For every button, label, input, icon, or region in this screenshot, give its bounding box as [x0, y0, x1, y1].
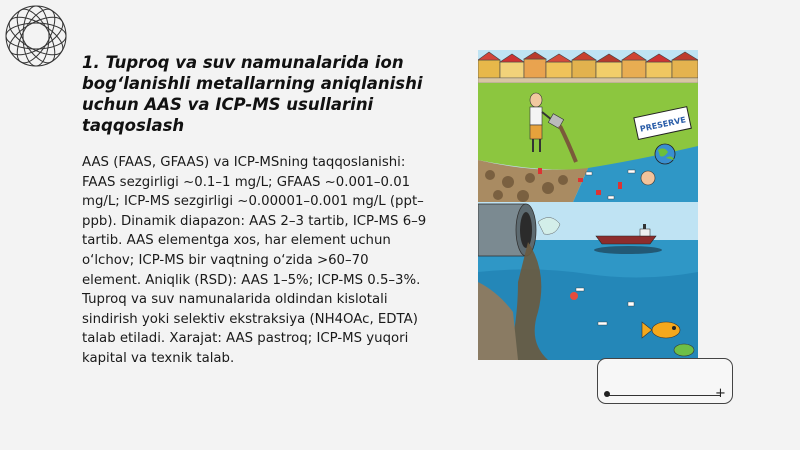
land-pollution-cartoon [478, 50, 698, 202]
pollution-illustration [478, 50, 698, 360]
timeline-widget[interactable] [597, 358, 733, 404]
sea-pollution-cartoon [478, 202, 698, 360]
preserve-sign-text: PRESERVE [639, 115, 687, 134]
timeline-track [608, 395, 720, 396]
globe-figure [655, 144, 675, 164]
timeline-start-dot-icon[interactable] [604, 391, 610, 397]
timeline-add-icon[interactable]: + [715, 386, 726, 401]
orbit-rings-logo-icon [0, 0, 80, 80]
slide-title: 1. Tuproq va suv namunalarida ion bog‘lanishli metallarning aniqlanishi uchun AAS va ICP-MS usullarini taqqoslash [82, 53, 423, 135]
slide-body-text: AAS (FAAS, GFAAS) va ICP-MSning taqqoslanishi: FAAS sezgirligi ~0.1–1 mg/L; GFAAS ~0.001–0.01 mg/L; ICP-MS sezgirligi ~0.00001–0.001 mg/L (ppt–ppb). Dinamik diapazon: AAS 2–3 tartib, ICP-MS 6–9 tartib. AAS elementga xos, har element uchun o‘lchov; ICP-MS bir vaqtning o‘zida >60–70 element. Aniqlik (RSD): AAS 1–5%; ICP-MS 0.5–3%. Tuproq va suv namunalarida oldindan kislotali sindirish yoki selektiv ekstraksiya (NH4OAc, EDTA) talab etiladi. Xarajat: AAS pastroq; ICP-MS yuqori kapital va texnik talab. [82, 155, 427, 366]
